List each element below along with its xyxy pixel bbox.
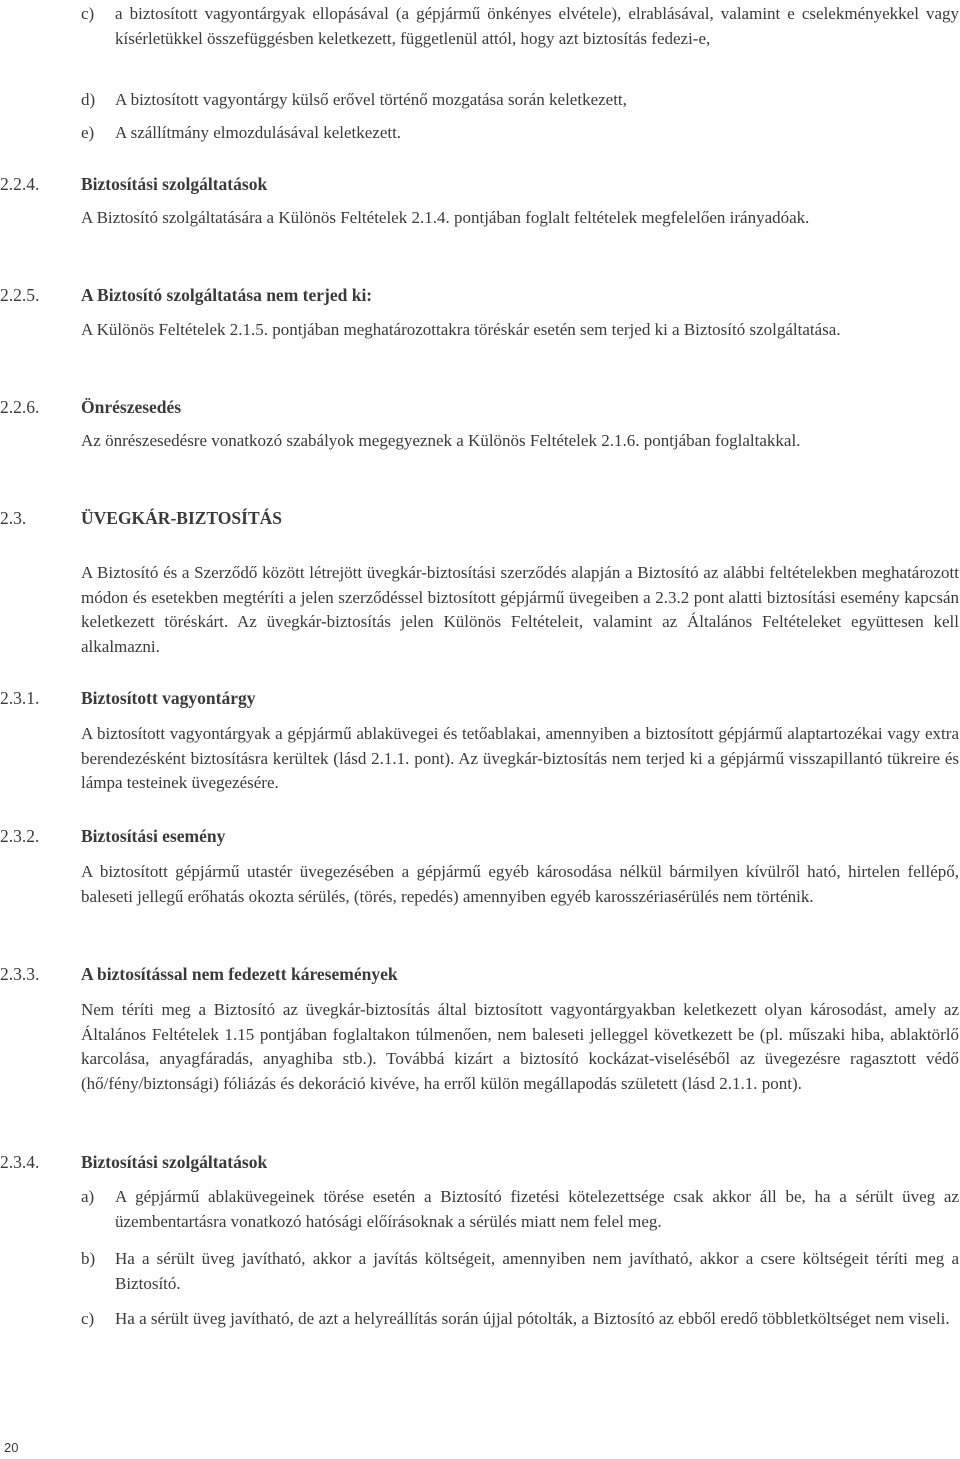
list-label: c) — [81, 1309, 95, 1328]
list-label: c) — [81, 4, 95, 23]
list-item-a — [81, 1185, 959, 1234]
section-title: Biztosított vagyontárgy — [81, 688, 256, 708]
section-number: 2.2.4. — [0, 174, 40, 194]
section-title: A Biztosító szolgáltatása nem terjed ki: — [81, 285, 373, 305]
section-title: Biztosítási szolgáltatások — [81, 174, 268, 194]
section-text-2-3-2: A biztosított gépjármű utastér üvegezésében a gépjármű egyéb károsodása nélkül bármilyen kívülről ható, hirtelen fellépő, baleseti jellegű erőhatás okozta sérülés, (törés, repedés) amennyiben egyéb karosszériasérülés nem történik. — [81, 862, 959, 906]
list-text: Ha a sérült üveg javítható, de azt a helyreállítás során újjal pótolták, a Biztosító az ebből eredő többletköltséget nem viseli. — [115, 1309, 950, 1328]
section-number: 2.2.6. — [0, 397, 40, 417]
section-number: 2.3.4. — [0, 1152, 40, 1172]
list-item-c2 — [81, 1307, 959, 1332]
section-number: 2.3.1. — [0, 688, 40, 708]
list-label: d) — [81, 90, 96, 109]
section-title: Önrészesedés — [81, 397, 182, 417]
section-number: 2.2.5. — [0, 285, 40, 305]
list-label: e) — [81, 123, 95, 142]
list-label: b) — [81, 1249, 96, 1268]
section-title: Biztosítási esemény — [81, 826, 226, 846]
list-label: a) — [81, 1187, 95, 1206]
list-text: A szállítmány elmozdulásával keletkezett. — [115, 123, 402, 142]
list-text: A gépjármű ablaküvegeinek törése esetén a Biztosító fizetési kötelezettsége csak akkor áll be, ha a sérült üveg az üzembentartásra vonatkozó hatósági előírásoknak a sérülés miatt nem felel meg. — [115, 1187, 959, 1231]
section-text-2-3: A Biztosító és a Szerződő között létrejött üvegkár-biztosítási szerződés alapján a Biztosító az alábbi feltételekben meghatározott módon és esetekben megtéríti a jelen szerződéssel biztosított gépjármű üvegeiben a 2.3.2 pont alatti biztosítási esemény kapcsán keletkezett töréskárt. Az üvegkár-biztosítás jelen Különös Feltételeit, valamint az Általános Feltételeket együttesen kell alkalmazni. — [81, 563, 959, 656]
list-item-c — [81, 2, 959, 51]
list-item-e — [81, 121, 959, 146]
list-text: A biztosított vagyontárgy külső erővel történő mozgatása során keletkezett, — [115, 90, 627, 109]
section-title: ÜVEGKÁR-BIZTOSÍTÁS — [81, 508, 282, 528]
section-text-2-2-5: A Különös Feltételek 2.1.5. pontjában meghatározottakra töréskár esetén sem terjed ki a Biztosító szolgáltatása. — [81, 320, 841, 339]
list-item-b — [81, 1247, 959, 1296]
page-number: 20 — [4, 1440, 19, 1455]
section-text-2-3-1: A biztosított vagyontárgyak a gépjármű ablaküvegei és tetőablakai, amennyiben a biztosított gépjármű alaptartozékai vagy extra berendezésként biztosításra kerültek (lásd 2.1.1. pont). Az üvegkár-biztosítás nem terjed ki a gépjármű visszapillantó tükreire és lámpa testeinek üvegezésére. — [81, 724, 959, 792]
list-text: a biztosított vagyontárgyak ellopásával (a gépjármű önkényes elvétele), elrablásával, valamint e cselekményekkel vagy kísérletükkel összefüggésben keletkezett, függetlenül attól, hogy azt biztosítás fedezi-e, — [115, 4, 959, 48]
section-title: A biztosítással nem fedezett káresemények — [81, 964, 398, 984]
section-number: 2.3.3. — [0, 964, 40, 984]
section-text-2-3-3: Nem téríti meg a Biztosító az üvegkár-biztosítás által biztosított vagyontárgyakban keletkezett olyan károsodást, amely az Általános Feltételek 1.15 pontjában foglaltakon túlmenően, nem baleseti jelleggel következett be (pl. műszaki hiba, ablaktörlő karcolása, anyagfáradás, anyaghiba stb.). Továbbá kizárt a biztosító kockázat-viseléséből az üvegezésre ragasztott védő (hő/fény/biztonsági) fóliázás és dekoráció kivéve, ha erről külön megállapodás született (lásd 2.1.1. pont). — [81, 1000, 959, 1093]
section-text-2-2-4: A Biztosító szolgáltatására a Különös Feltételek 2.1.4. pontjában foglalt feltételek megfelelően irányadóak. — [81, 208, 810, 227]
section-number: 2.3. — [0, 508, 27, 528]
list-text: Ha a sérült üveg javítható, akkor a javítás költségeit, amennyiben nem javítható, akkor a csere költségeit téríti meg a Biztosító. — [115, 1249, 959, 1293]
list-item-d — [81, 88, 959, 113]
section-title: Biztosítási szolgáltatások — [81, 1152, 268, 1172]
section-number: 2.3.2. — [0, 826, 40, 846]
section-text-2-2-6: Az önrészesedésre vonatkozó szabályok megegyeznek a Különös Feltételek 2.1.6. pontjában foglaltakkal. — [81, 431, 801, 450]
